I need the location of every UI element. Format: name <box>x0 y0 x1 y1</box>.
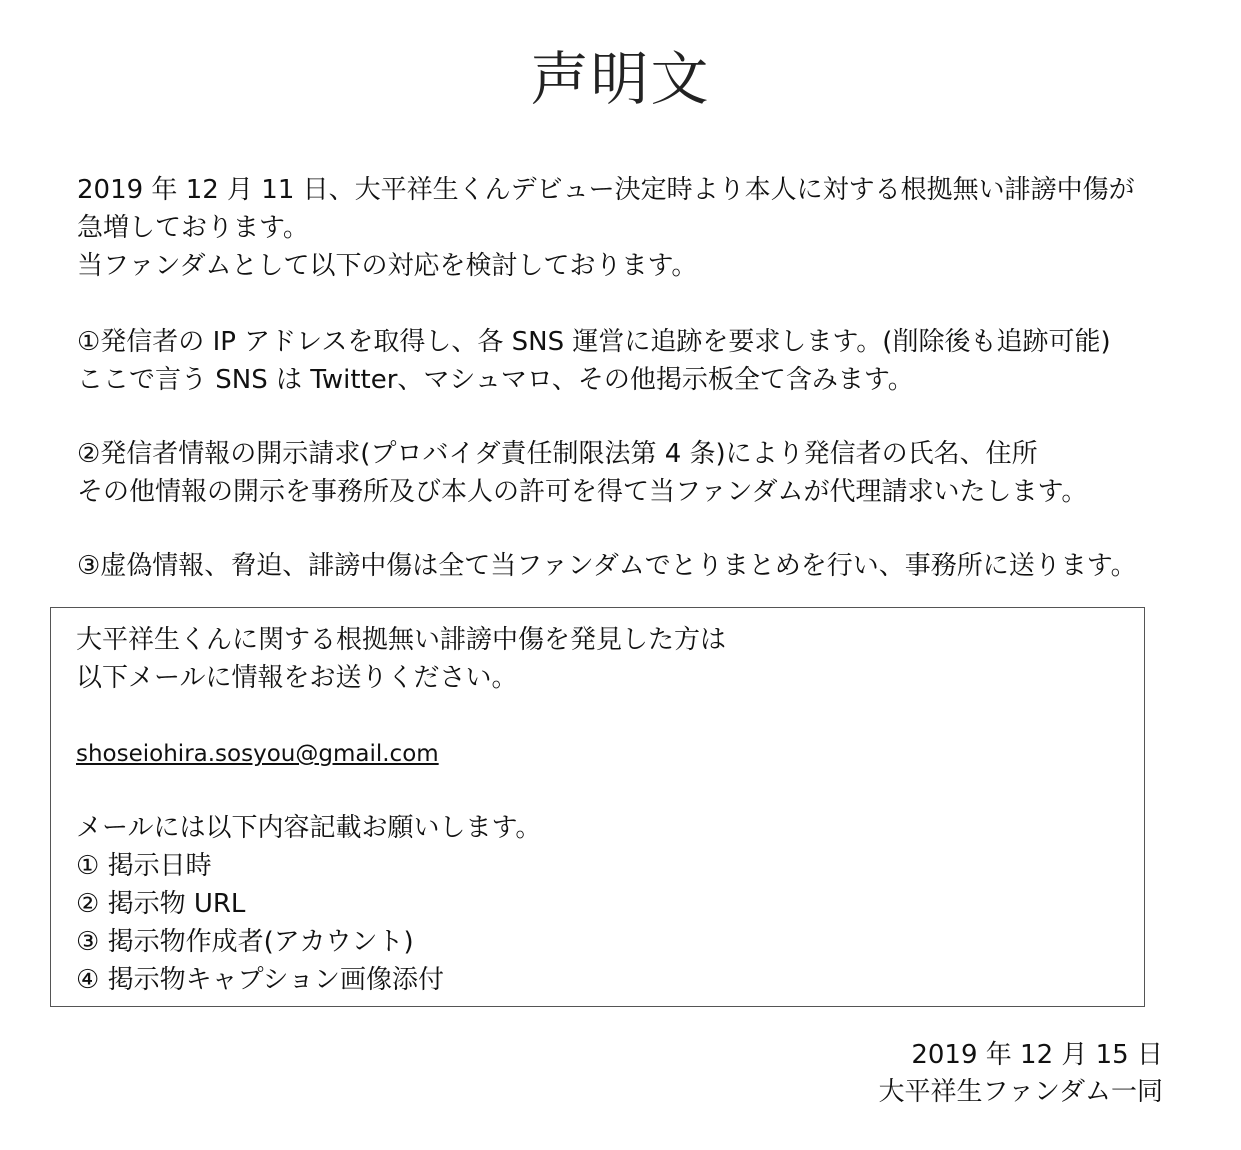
signature-author: 大平祥生ファンダム一同 <box>878 1077 1163 1107</box>
request-item-3: ③ 掲示物作成者(アカウント) <box>76 927 414 957</box>
item3-line-1: ③虚偽情報、脅迫、誹謗中傷は全て当ファンダムでとりまとめを行い、事務所に送ります。 <box>77 551 1137 581</box>
request-item-4: ④ 掲示物キャプション画像添付 <box>76 965 445 995</box>
intro-line-3: 当ファンダムとして以下の対応を検討しております。 <box>77 251 698 281</box>
signature-date: 2019 年 12 月 15 日 <box>911 1040 1163 1070</box>
request-item-2: ② 掲示物 URL <box>76 889 246 919</box>
notice-intro-line-2: 以下メールに情報をお送りください。 <box>76 663 518 693</box>
request-heading: メールには以下内容記載お願いします。 <box>76 813 542 843</box>
contact-notice-box <box>50 607 1145 1007</box>
item2-line-2: その他情報の開示を事務所及び本人の許可を得て当ファンダムが代理請求いたします。 <box>77 477 1088 507</box>
item1-line-1: ①発信者の IP アドレスを取得し、各 SNS 運営に追跡を要求します。(削除後も追跡可能) <box>77 327 1111 357</box>
contact-email-link[interactable]: shoseiohira.sosyou@gmail.com <box>76 741 439 767</box>
intro-line-1: 2019 年 12 月 11 日、大平祥生くんデビュー決定時より本人に対する根拠無い誹謗中傷が <box>77 175 1135 205</box>
intro-line-2: 急増しております。 <box>77 213 309 243</box>
page-title: 声明文 <box>530 45 711 113</box>
request-item-1: ① 掲示日時 <box>76 851 212 881</box>
item1-line-2: ここで言う SNS は Twitter、マシュマロ、その他掲示板全て含みます。 <box>77 365 914 395</box>
notice-intro-line-1: 大平祥生くんに関する根拠無い誹謗中傷を発見した方は <box>76 625 727 655</box>
item2-line-1: ②発信者情報の開示請求(プロバイダ責任制限法第 4 条)により発信者の氏名、住所 <box>77 439 1038 469</box>
